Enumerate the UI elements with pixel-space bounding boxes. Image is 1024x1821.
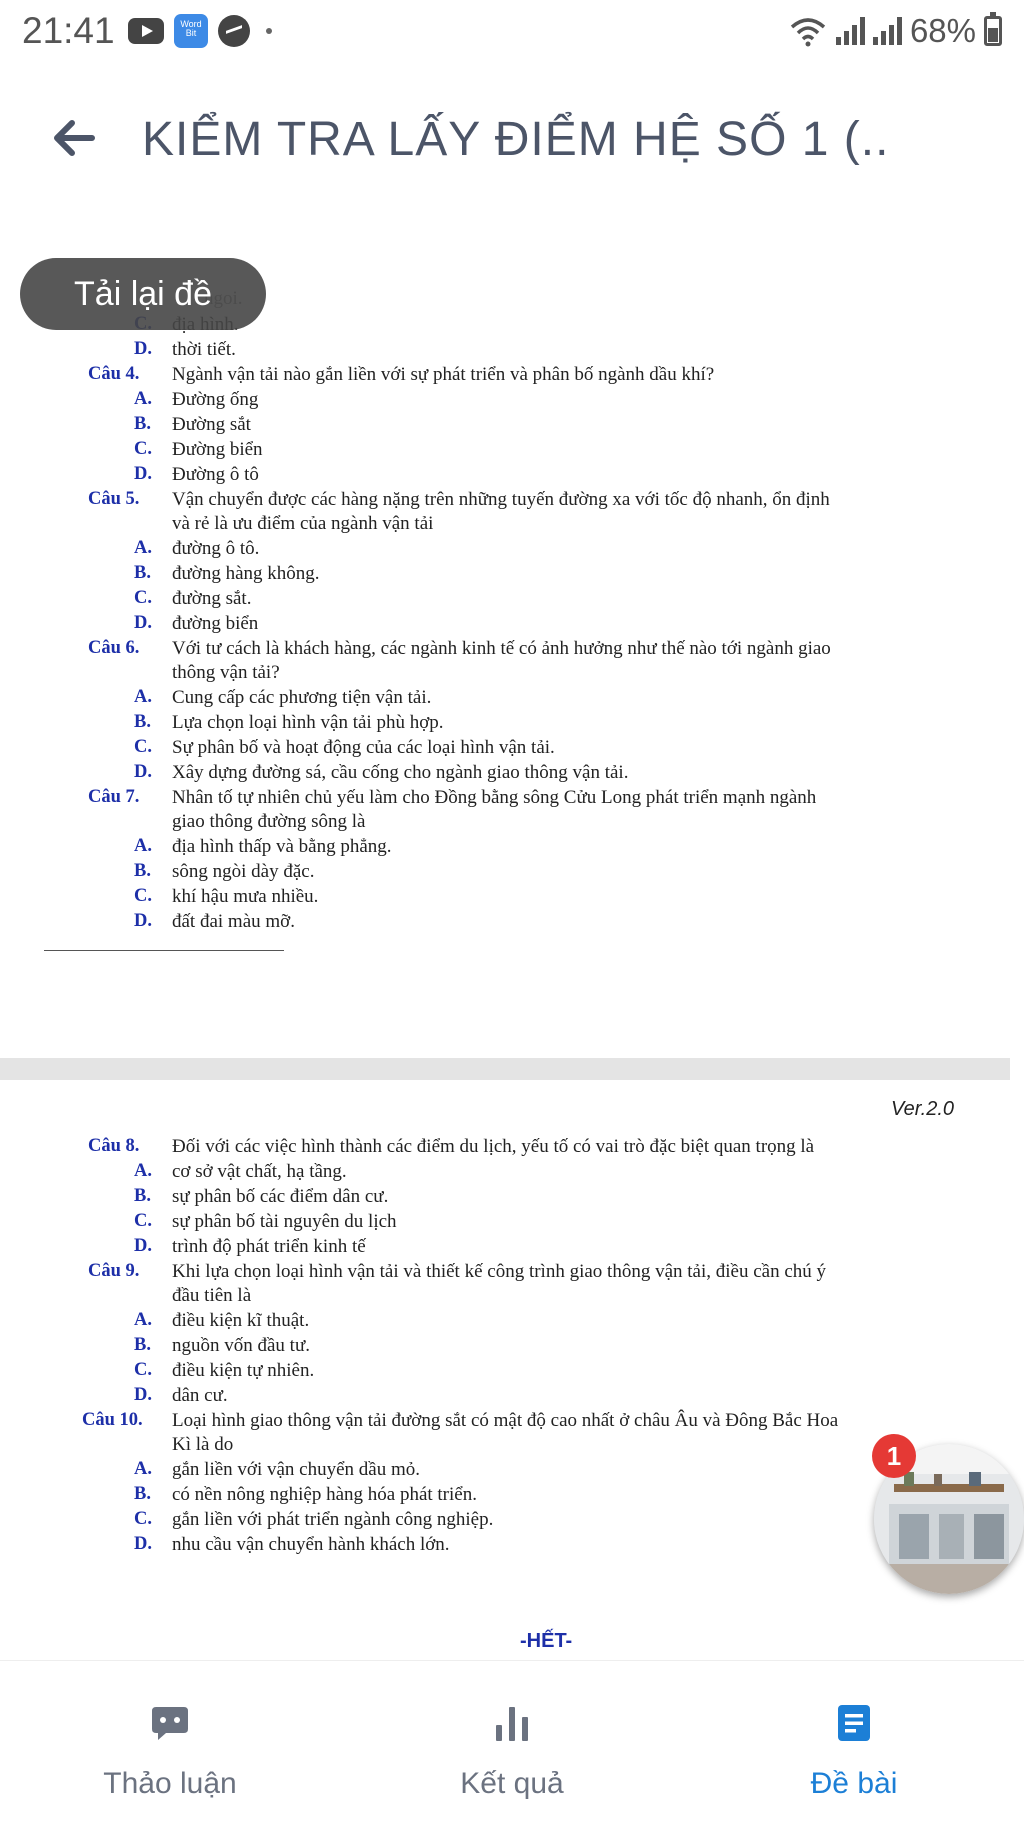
question-text: Ngành vận tải nào gắn liền với sự phát triển và phân bố ngành dầu khí? [172,364,715,385]
option-label: A. [134,389,152,409]
nav-tab-results[interactable] [342,1661,682,1821]
option-text: sự phân bố các điểm dân cư. [172,1186,389,1207]
question-text: Nhân tố tự nhiên chủ yếu làm cho Đồng bằng sông Cửu Long phát triển mạnh ngành [172,787,817,808]
option-text: nguồn vốn đầu tư. [172,1335,311,1356]
nav-label: Đề bài [810,1767,898,1800]
option-text: Đường ống [172,389,259,410]
option-label: B. [134,1335,151,1355]
question-text: Đối với các việc hình thành các điểm du lịch, yếu tố có vai trò đặc biệt quan trọng là [172,1136,815,1157]
option-text: Lựa chọn loại hình vận tải phù hợp. [172,712,444,733]
system-icons [788,12,1002,50]
option-text: dân cư. [172,1385,228,1406]
option-text: Đường ô tô [172,464,259,485]
option-label: A. [134,1459,152,1479]
option-label: C. [134,886,152,906]
question-text: Khi lựa chọn loại hình vận tải và thiết kế công trình giao thông vận tải, điều cần chú ý [172,1261,827,1282]
option-label: D. [134,464,152,484]
option-label: C. [134,1509,152,1529]
app-header [0,70,1024,200]
option-label: B. [134,861,151,881]
option-text: khí hậu mưa nhiều. [172,886,319,907]
battery-percent: 68% [909,12,976,49]
option-label: D. [134,613,152,633]
option-text: điều kiện tự nhiên. [172,1360,315,1381]
option-label: B. [134,712,151,732]
option-text: điều kiện kĩ thuật. [172,1310,310,1331]
youtube-icon [128,18,164,44]
page-separator [0,1058,1010,1080]
question-label: Câu 10. [82,1410,143,1430]
question-label: Câu 6. [88,638,140,658]
wordbit-app-icon: Word Bit [174,14,208,48]
page-title: KIỂM TRA LẤY ĐIỂM HỆ SỐ 1 (.. [142,113,890,166]
messenger-icon [218,15,250,47]
option-text: đường biển [172,613,259,634]
nav-tab-exam[interactable] [684,1661,1024,1821]
option-label: D. [134,1534,152,1554]
question-label: Câu 8. [88,1136,140,1156]
option-text: Cung cấp các phương tiện vận tải. [172,687,432,708]
option-text: gắn liền với phát triển ngành công nghiệp. [172,1509,494,1530]
option-label: C. [134,1360,152,1380]
option-text: trình độ phát triển kinh tế [172,1236,366,1257]
signal-1-icon [836,17,865,45]
option-label: B. [134,1484,151,1504]
option-label: B. [134,1186,151,1206]
option-label: C. [134,1211,152,1231]
option-label: B. [134,414,151,434]
option-label: D. [134,762,152,782]
battery-icon [984,16,1002,46]
question-text: Kì là do [172,1434,234,1455]
option-text: nhu cầu vận chuyển hành khách lớn. [172,1534,450,1555]
option-text: thời tiết. [172,339,236,360]
option-text: Xây dựng đường sá, cầu cống cho ngành giao thông vận tải. [172,762,629,783]
option-label: D. [134,339,152,359]
question-text: giao thông đường sông là [172,811,366,832]
nav-label: Thảo luận [103,1767,237,1800]
question-text: thông vận tải? [172,662,280,683]
question-label: Câu 9. [88,1261,140,1281]
question-label: Câu 4. [88,364,140,384]
option-text: cơ sở vật chất, hạ tầng. [172,1161,347,1182]
status-bar [0,0,1024,62]
back-arrow-icon[interactable] [46,110,102,166]
option-text: Sự phân bố và hoạt động của các loại hình vận tải. [172,737,555,758]
version-label: Ver.2.0 [891,1098,954,1120]
option-label: A. [134,836,152,856]
bottom-navigation [0,1660,1024,1821]
wifi-icon [788,15,828,47]
question-text: Loại hình giao thông vận tải đường sắt có mật độ cao nhất ở châu Âu và Đông Bắc Hoa [172,1410,839,1431]
option-text: địa hình thấp và bằng phẳng. [172,836,392,857]
footnote-rule [44,950,284,951]
document-page-1 [0,262,1010,1058]
option-text: đường sắt. [172,588,252,609]
status-time: 21:41 [22,10,115,51]
notification-dot-icon [266,28,272,34]
option-label: C. [134,588,152,608]
document-icon [834,1703,874,1743]
option-text: sông ngòi dày đặc. [172,861,315,882]
option-label: C. [134,439,152,459]
option-label: B. [134,563,151,583]
question-text: Với tư cách là khách hàng, các ngành kinh tế có ảnh hưởng như thế nào tới ngành giao [172,638,831,659]
option-label: D. [134,1236,152,1256]
option-label: A. [134,538,152,558]
option-text: sự phân bố tài nguyên du lịch [172,1211,397,1232]
nav-label: Kết quả [460,1767,564,1800]
signal-2-icon [873,17,902,45]
bar-chart-icon [492,1703,532,1743]
option-text: gắn liền với vận chuyển dầu mỏ. [172,1459,421,1480]
question-text: Vận chuyển được các hàng nặng trên những tuyến đường xa với tốc độ nhanh, ổn định [172,489,830,510]
chat-icon [150,1703,190,1743]
notification-badge: 1 [872,1434,916,1478]
question-text: và rẻ là ưu điểm của ngành vận tải [172,513,434,534]
nav-tab-discussion[interactable] [0,1661,340,1821]
option-text: Đường biển [172,439,263,460]
document-page-2 [0,1130,1010,1660]
option-text: đường hàng không. [172,563,320,584]
option-label: A. [134,1310,152,1330]
question-text: đầu tiên là [172,1285,252,1306]
option-text: có nền nông nghiệp hàng hóa phát triển. [172,1484,477,1505]
option-label: C. [134,737,152,757]
option-text: Đường sắt [172,414,251,435]
question-label: Câu 5. [88,489,140,509]
option-label: D. [134,911,152,931]
option-label: A. [134,687,152,707]
option-text: đất đai màu mỡ. [172,911,295,932]
option-label: A. [134,1161,152,1181]
question-label: Câu 7. [88,787,140,807]
reload-exam-button[interactable]: Tải lại đề [20,258,266,330]
option-text: đường ô tô. [172,538,260,559]
option-label: D. [134,1385,152,1405]
notification-icons [128,14,272,48]
end-mark: -HẾT- [520,1630,573,1652]
